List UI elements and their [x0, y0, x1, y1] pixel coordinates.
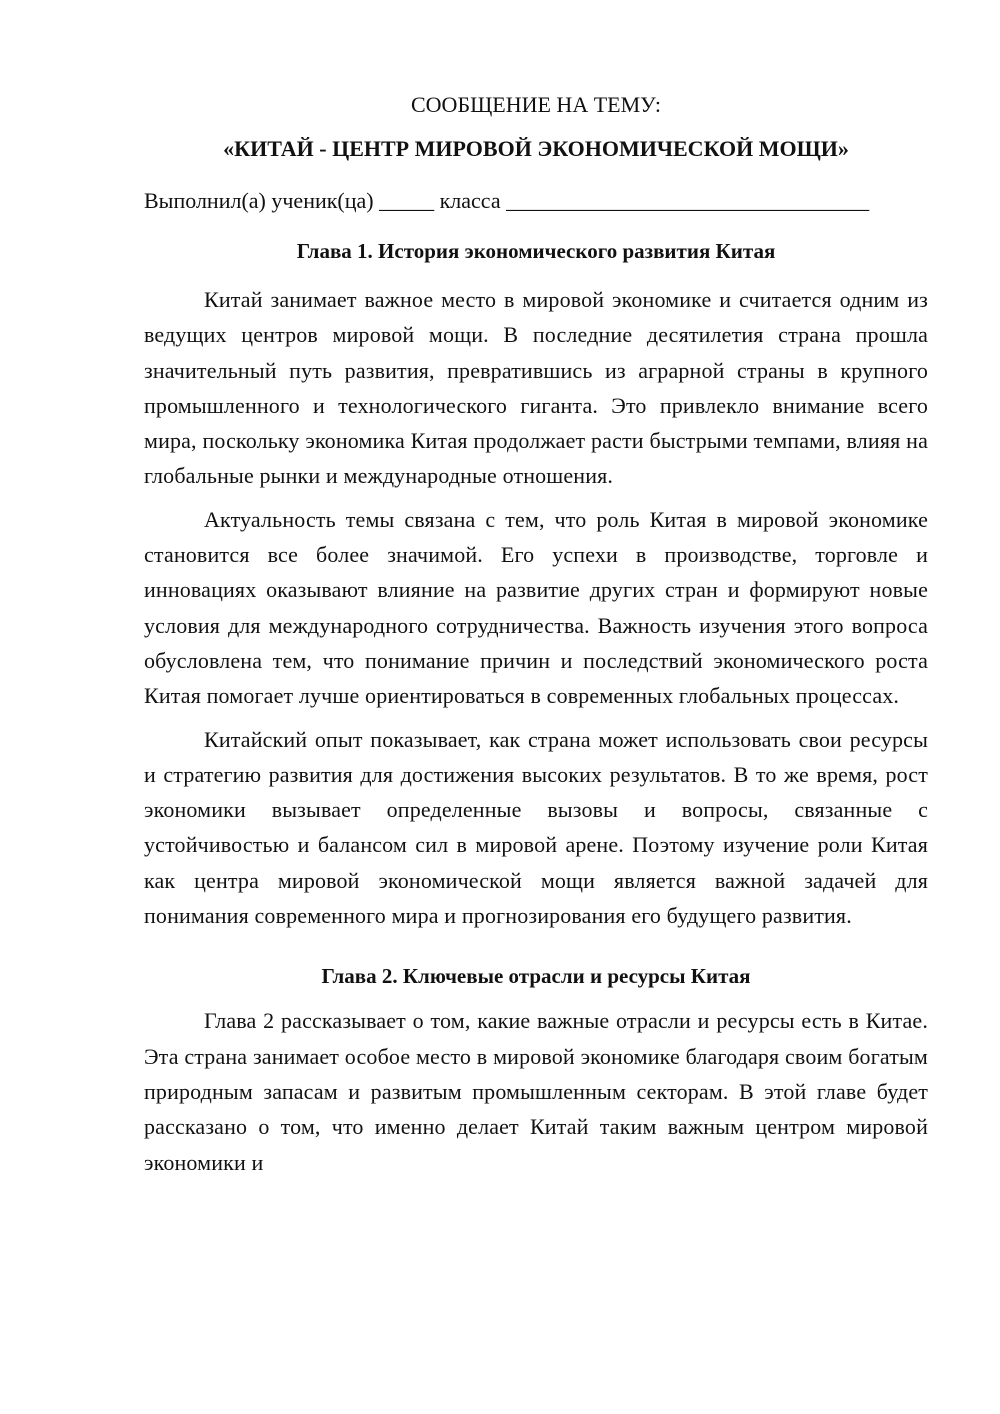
chapter-1-heading: Глава 1. История экономического развития Китая — [296, 239, 776, 263]
chapter-1-paragraph-3: Китайский опыт показывает, как страна может использовать свои ресурсы и стратегию развития для достижения высоких результатов. В то же время, рост экономики вызывает определенные вызовы и вопросы, связанные с устойчивостью и балансом сил в мировой арене. Поэтому изучение роли Китая как центра мировой экономической мощи является важной задачей для понимания современного мира и прогнозирования его будущего развития. — [144, 726, 928, 929]
chapter-1-paragraph-1: Китай занимает важное место в мировой экономике и считается одним из ведущих центров мировой мощи. В последние десятилетия страна прошла значительный путь развития, превратившись из аграрной страны в крупного промышленного и технологического гиганта. Это привлекло внимание всего мира, поскольку экономика Китая продолжает расти быстрыми темпами, влияя на глобальные рынки и международные отношения. — [144, 287, 928, 489]
author-byline: Выполнил(а) ученик(ца) _____ класса _________________________________ — [144, 188, 870, 213]
chapter-2-paragraph-1: Глава 2 рассказывает о том, какие важные отрасли и ресурсы есть в Китае. Эта страна занимает особое место в мировой экономике благодаря своим богатым природным запасам и развитым промышленным секторам. В этой главе будет рассказано о том, что именно делает Китай таким важным центром мировой экономики и — [144, 1008, 928, 1175]
report-title: «КИТАЙ - ЦЕНТР МИРОВОЙ ЭКОНОМИЧЕСКОЙ МОЩИ» — [223, 136, 849, 161]
chapter-2-heading: Глава 2. Ключевые отрасли и ресурсы Китая — [321, 964, 751, 989]
report-heading: СООБЩЕНИЕ НА ТЕМУ: — [411, 92, 661, 117]
chapter-1-paragraph-2: Актуальность темы связана с тем, что роль Китая в мировой экономике становится все более значимой. Его успехи в производстве, торговле и инновациях оказывают влияние на развитие других стран и формируют новые условия для международного сотрудничества. Важность изучения этого вопроса обусловлена тем, что понимание причин и последствий экономического роста Китая помогает лучше ориентироваться в современных глобальных процессах. — [144, 506, 928, 709]
document-page — [144, 90, 928, 1188]
